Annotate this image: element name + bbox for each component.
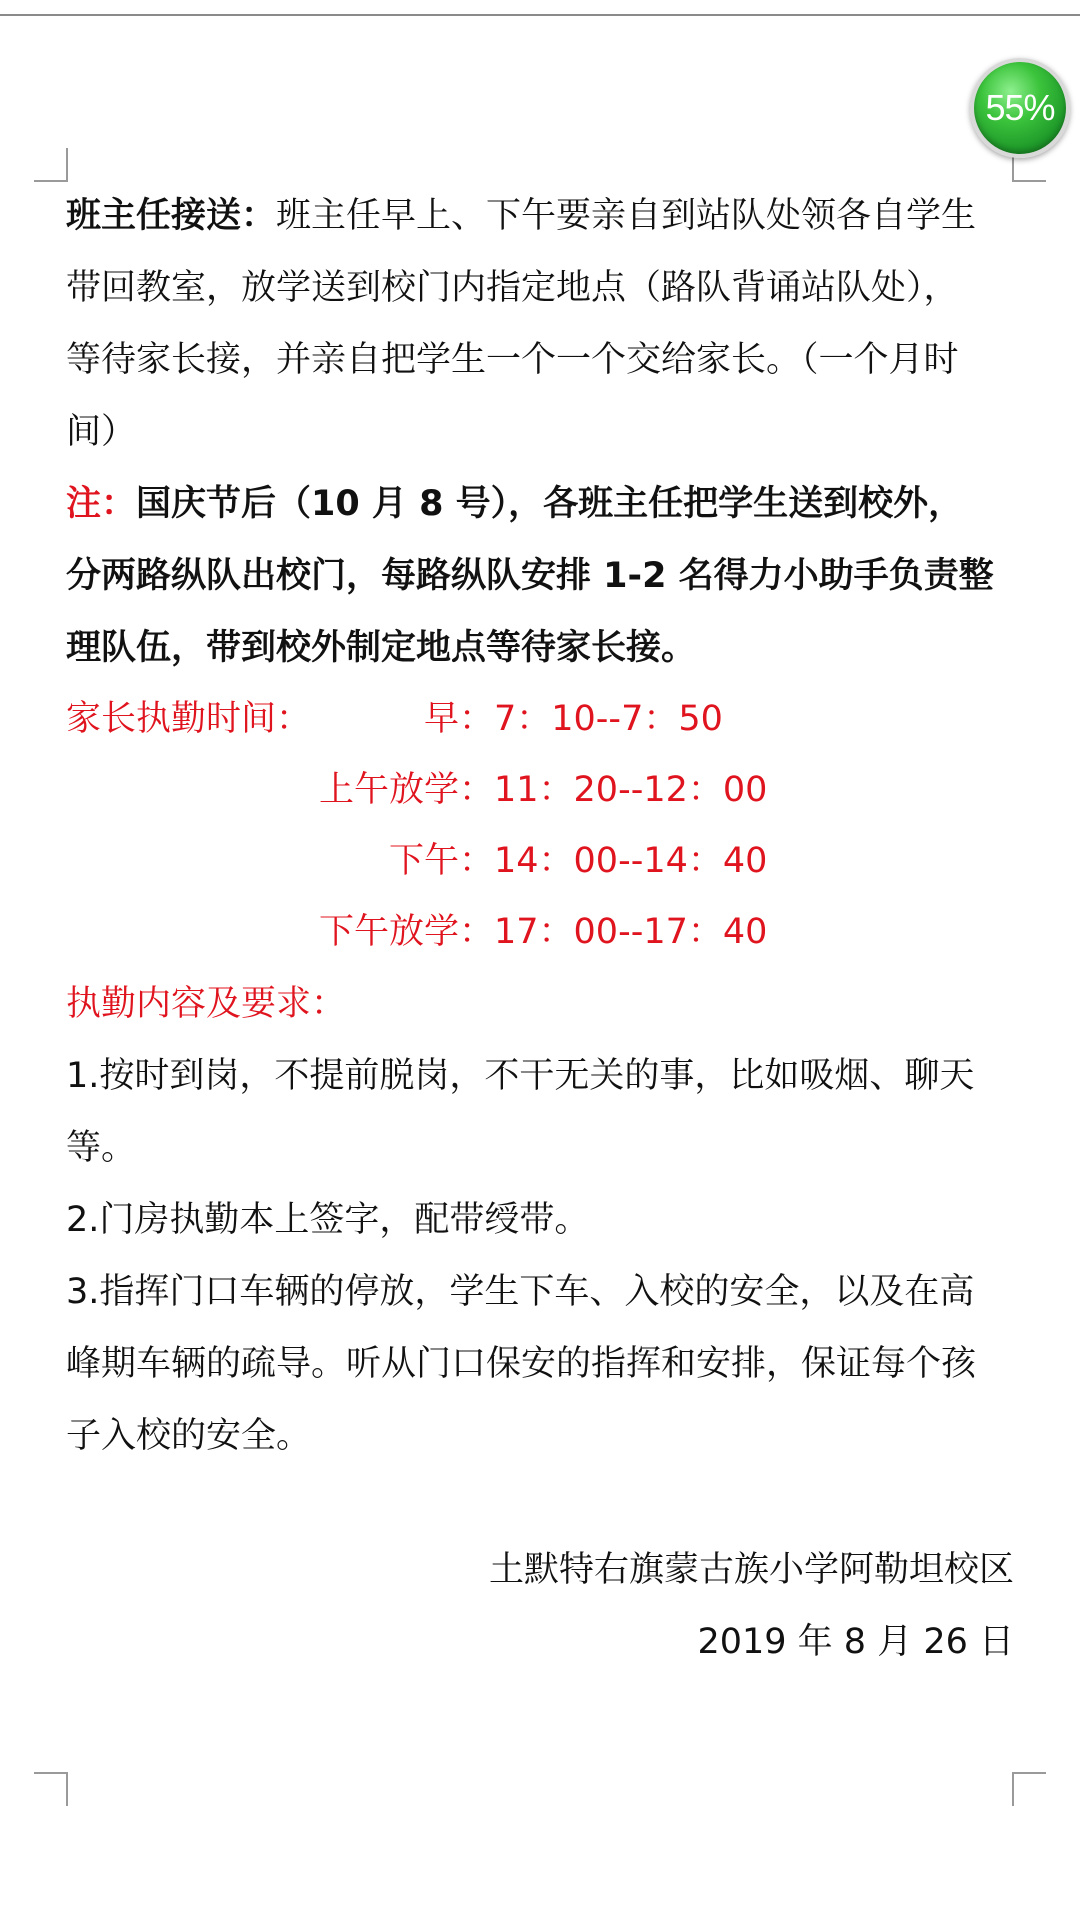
- duty-time-row-afternoon: [66, 826, 1014, 897]
- note-line2: 分两路纵队出校门，每路纵队安排 1-2 名得力小助手负责整: [66, 556, 994, 596]
- requirement-3-line2: 峰期车辆的疏导。听从门口保安的指挥和安排，保证每个孩: [66, 1344, 977, 1384]
- note-line3: 理队伍，带到校外制定地点等待家长接。: [66, 628, 697, 668]
- requirement-1-line1: 1.按时到岗，不提前脱岗，不干无关的事，比如吸烟、聊天: [66, 1056, 975, 1096]
- signature-school: 土默特右旗蒙古族小学阿勒坦校区: [488, 1550, 1014, 1590]
- duty-time-value: 17：00--17：40: [494, 912, 768, 952]
- duty-time-heading: 家长执勤时间：: [66, 699, 312, 739]
- page-corner-mark-top-left: [34, 148, 68, 182]
- requirement-2: 2.门房执勤本上签字，配带绶带。: [66, 1200, 590, 1240]
- note-line1: 注：国庆节后（10 月 8 号），各班主任把学生送到校外，: [66, 484, 964, 524]
- para1-heading: 班主任接送：: [66, 196, 277, 236]
- duty-time-label: 下午放学：: [318, 912, 494, 952]
- requirements-heading: 执勤内容及要求：: [66, 984, 347, 1024]
- para1-line3: 等待家长接，并亲自把学生一个一个交给家长。（一个月时: [66, 340, 959, 380]
- para1-line4: 间）: [66, 412, 137, 452]
- document-body: [66, 180, 1014, 1472]
- duty-time-label: 上午放学：: [318, 770, 494, 810]
- zoom-level-text: 55%: [985, 87, 1055, 128]
- duty-time-row-morning: [66, 684, 1014, 755]
- requirement-3-line3: 子入校的安全。: [66, 1416, 312, 1456]
- duty-time-value: 7：10--7：50: [494, 699, 723, 739]
- zoom-level-badge[interactable]: [970, 58, 1070, 158]
- requirement-3-line1: 3.指挥门口车辆的停放，学生下车、入校的安全，以及在高: [66, 1272, 975, 1312]
- note-label: 注：: [66, 484, 137, 524]
- para1-line1: 班主任接送：班主任早上、下午要亲自到站队处领各自学生: [66, 196, 977, 236]
- page-corner-mark-bottom-right: [1012, 1772, 1046, 1806]
- duty-time-value: 14：00--14：40: [494, 841, 768, 881]
- top-divider: [0, 14, 1080, 16]
- duty-time-row-late-morning: [66, 755, 1014, 826]
- requirement-1-line2: 等。: [66, 1128, 137, 1168]
- para1-line2: 带回教室，放学送到校门内指定地点（路队背诵站队处），: [66, 268, 959, 308]
- duty-time-label: 早：: [423, 699, 494, 739]
- signature-date: 2019 年 8 月 26 日: [697, 1622, 1014, 1662]
- duty-time-value: 11：20--12：00: [494, 770, 768, 810]
- duty-time-row-late-afternoon: [66, 897, 1014, 968]
- page-corner-mark-bottom-left: [34, 1772, 68, 1806]
- duty-time-label: 下午：: [388, 841, 494, 881]
